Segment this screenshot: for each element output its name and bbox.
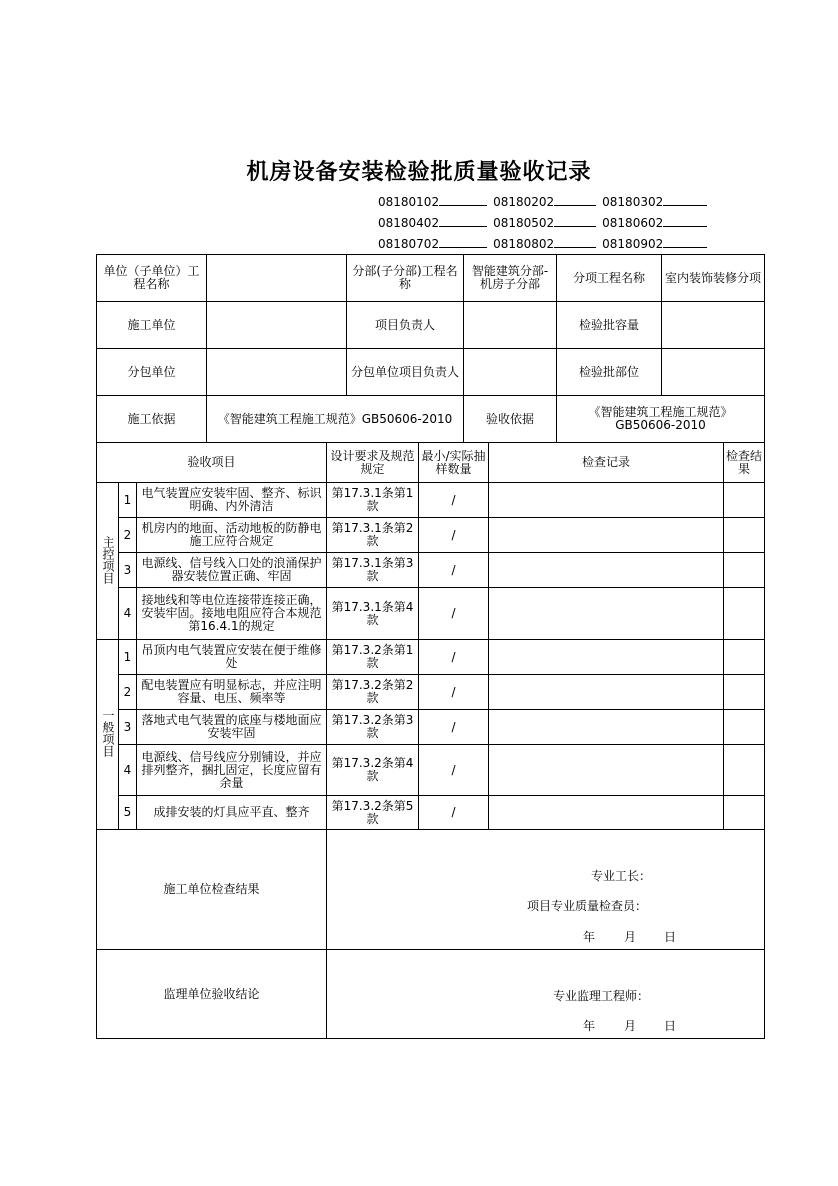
item-sample: / [419, 518, 489, 553]
batch-codes [378, 192, 713, 255]
item-no: 2 [119, 675, 137, 710]
engineer-label: 专业监理工程师： [553, 989, 650, 1003]
item-result[interactable] [724, 745, 765, 796]
unit-name-value[interactable] [207, 255, 347, 302]
construction-check-area[interactable] [327, 830, 765, 950]
item-clause: 第17.3.1条第2款 [327, 518, 419, 553]
item-no: 3 [119, 710, 137, 745]
code-blank[interactable] [554, 192, 596, 206]
code-row [378, 192, 713, 213]
item-text: 电气装置应安装牢固、整齐、标识明确、内外清洁 [137, 483, 327, 518]
table-row [97, 553, 765, 588]
col-result-header: 检查结果 [724, 443, 765, 483]
item-result[interactable] [724, 640, 765, 675]
item-sample: / [419, 675, 489, 710]
item-text: 配电装置应有明显标志，并应注明容量、电压、频率等 [137, 675, 327, 710]
code: 08180402 [378, 216, 440, 230]
col-sample-header: 最小/实际抽样数量 [419, 443, 489, 483]
item-result[interactable] [724, 518, 765, 553]
item-record[interactable] [489, 640, 724, 675]
table-row [97, 796, 765, 830]
manager-label: 项目负责人 [347, 302, 464, 349]
acceptance-basis-label: 验收依据 [464, 396, 557, 443]
item-result[interactable] [724, 796, 765, 830]
batch-part-label: 检验批部位 [557, 349, 662, 396]
item-no: 4 [119, 588, 137, 640]
code-blank[interactable] [554, 213, 596, 227]
col-item-header: 验收项目 [97, 443, 327, 483]
code: 08180902 [602, 237, 664, 251]
item-record[interactable] [489, 483, 724, 518]
item-sample: / [419, 553, 489, 588]
sub-manager-label: 分包单位项目负责人 [347, 349, 464, 396]
item-text: 机房内的地面、活动地板的防静电施工应符合规定 [137, 518, 327, 553]
item-no: 1 [119, 640, 137, 675]
item-record[interactable] [489, 518, 724, 553]
item-sample: / [419, 745, 489, 796]
construction-check-label: 施工单位检查结果 [97, 830, 327, 950]
construction-basis-value: 《智能建筑工程施工规范》GB50606-2010 [207, 396, 464, 443]
subcontractor-label: 分包单位 [97, 349, 207, 396]
constructor-value[interactable] [207, 302, 347, 349]
check-month: 月 [624, 930, 637, 944]
code-blank[interactable] [663, 234, 707, 248]
batch-part-value[interactable] [662, 349, 765, 396]
capacity-label: 检验批容量 [557, 302, 662, 349]
col-design-header: 设计要求及规范规定 [327, 443, 419, 483]
general-group-label [97, 640, 119, 830]
code: 08180302 [602, 195, 664, 209]
table-row [97, 745, 765, 796]
sub-project-label: 分部(子分部)工程名称 [347, 255, 464, 302]
code: 08180602 [602, 216, 664, 230]
item-sample: / [419, 796, 489, 830]
construction-basis-label: 施工依据 [97, 396, 207, 443]
item-text: 落地式电气装置的底座与楼地面应安装牢固 [137, 710, 327, 745]
item-sample: / [419, 483, 489, 518]
inspection-form [96, 254, 765, 1039]
code: 08180202 [493, 195, 555, 209]
item-record[interactable] [489, 588, 724, 640]
item-clause: 第17.3.1条第4款 [327, 588, 419, 640]
code-row [378, 234, 713, 255]
item-text: 电源线、信号线入口处的浪涌保护器安装位置正确、牢固 [137, 553, 327, 588]
supervision-month: 月 [624, 1019, 637, 1033]
acceptance-basis-value: 《智能建筑工程施工规范》GB50606-2010 [557, 396, 765, 443]
code-blank[interactable] [439, 213, 487, 227]
supervision-day: 日 [664, 1019, 677, 1033]
item-sample: / [419, 640, 489, 675]
code: 08180502 [493, 216, 555, 230]
item-text: 电源线、信号线应分别铺设，并应排列整齐，捆扎固定，长度应留有余量 [137, 745, 327, 796]
item-no: 2 [119, 518, 137, 553]
check-year: 年 [583, 930, 596, 944]
supervision-label: 监理单位验收结论 [97, 950, 327, 1039]
item-text: 成排安装的灯具应平直、整齐 [137, 796, 327, 830]
table-row [97, 640, 765, 675]
item-no: 1 [119, 483, 137, 518]
item-no: 5 [119, 796, 137, 830]
code-blank[interactable] [663, 192, 707, 206]
page-title: 机房设备安装检验批质量验收记录 [246, 159, 592, 185]
foreman-label: 专业工长： [591, 869, 652, 883]
code-blank[interactable] [554, 234, 596, 248]
item-record[interactable] [489, 745, 724, 796]
col-record-header: 检查记录 [489, 443, 724, 483]
item-sample: / [419, 588, 489, 640]
item-clause: 第17.3.2条第5款 [327, 796, 419, 830]
manager-value[interactable] [464, 302, 557, 349]
item-result[interactable] [724, 588, 765, 640]
item-result[interactable] [724, 483, 765, 518]
supervision-year: 年 [583, 1019, 596, 1033]
item-clause: 第17.3.2条第4款 [327, 745, 419, 796]
item-project-label: 分项工程名称 [557, 255, 662, 302]
main-group-label [97, 483, 119, 640]
item-result[interactable] [724, 675, 765, 710]
item-no: 4 [119, 745, 137, 796]
code-blank[interactable] [439, 192, 487, 206]
code-row [378, 213, 713, 234]
item-record[interactable] [489, 675, 724, 710]
unit-name-label: 单位（子单位）工程名称 [97, 255, 207, 302]
item-text: 吊顶内电气装置应安装在便于维修处 [137, 640, 327, 675]
code-blank[interactable] [663, 213, 707, 227]
item-project-value[interactable]: 室内装饰装修分项 [662, 255, 765, 302]
table-row [97, 588, 765, 640]
check-day: 日 [664, 930, 677, 944]
sub-manager-value[interactable] [464, 349, 557, 396]
capacity-value[interactable] [662, 302, 765, 349]
item-record[interactable] [489, 710, 724, 745]
table-row [97, 483, 765, 518]
code: 08180802 [493, 237, 555, 251]
item-record[interactable] [489, 553, 724, 588]
inspector-label: 项目专业质量检查员： [527, 899, 648, 913]
item-record[interactable] [489, 796, 724, 830]
table-row [97, 518, 765, 553]
item-result[interactable] [724, 710, 765, 745]
code: 08180102 [378, 195, 440, 209]
item-text: 接地线和等电位连接带连接正确，安装牢固。接地电阻应符合本规范第16.4.1的规定 [137, 588, 327, 640]
table-row [97, 675, 765, 710]
code-blank[interactable] [439, 234, 487, 248]
group-text: 一般项目 [101, 709, 115, 757]
subcontractor-value[interactable] [207, 349, 347, 396]
supervision-area[interactable] [327, 950, 765, 1039]
code: 08180702 [378, 237, 440, 251]
item-result[interactable] [724, 553, 765, 588]
sub-project-value[interactable]: 智能建筑分部-机房子分部 [464, 255, 557, 302]
item-clause: 第17.3.1条第1款 [327, 483, 419, 518]
item-clause: 第17.3.2条第2款 [327, 675, 419, 710]
item-clause: 第17.3.2条第1款 [327, 640, 419, 675]
item-clause: 第17.3.1条第3款 [327, 553, 419, 588]
item-no: 3 [119, 553, 137, 588]
item-clause: 第17.3.2条第3款 [327, 710, 419, 745]
constructor-label: 施工单位 [97, 302, 207, 349]
table-row [97, 710, 765, 745]
item-sample: / [419, 710, 489, 745]
group-text: 主控项目 [101, 535, 115, 584]
